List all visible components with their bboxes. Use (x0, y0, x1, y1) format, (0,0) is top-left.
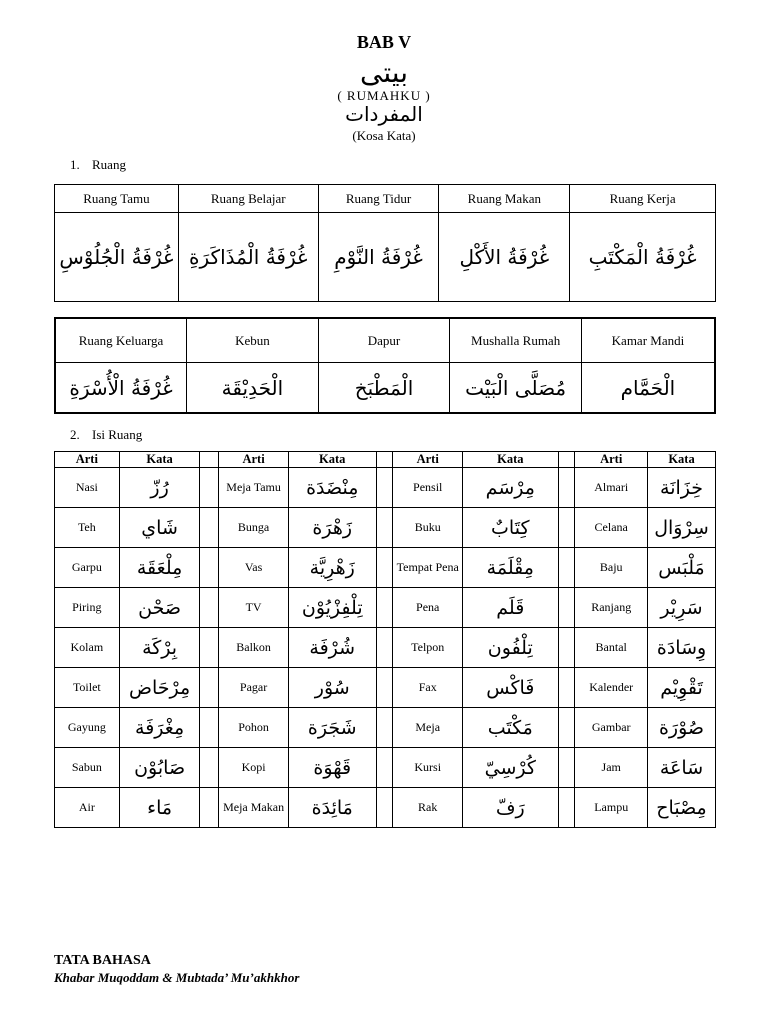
item-arti: Pohon (219, 708, 289, 748)
spacer-cell (558, 468, 575, 508)
item-arti: Kursi (393, 748, 463, 788)
item-kata: قَهْوَة (288, 748, 376, 788)
room-label: Ruang Makan (439, 185, 570, 213)
item-arti: Meja (393, 708, 463, 748)
spacer-cell (558, 628, 575, 668)
spacer-cell (558, 708, 575, 748)
item-kata: فَاكْس (463, 668, 559, 708)
spacer-cell (200, 588, 219, 628)
table-row (55, 748, 716, 788)
item-kata: قَلَم (463, 588, 559, 628)
item-kata: صَابُوْن (119, 748, 200, 788)
grammar-title: TATA BAHASA (54, 953, 151, 968)
spacer-cell (200, 708, 219, 748)
item-kata: مِرْسَم (463, 468, 559, 508)
room-arabic: مُصَلَّى الْبَيْت (450, 363, 582, 414)
item-arti: Meja Makan (219, 788, 289, 828)
item-kata: مِنْضَدَة (288, 468, 376, 508)
spacer-cell (376, 468, 393, 508)
table-row (55, 588, 716, 628)
spacer-cell (200, 788, 219, 828)
item-arti: Teh (55, 508, 120, 548)
item-arti: Air (55, 788, 120, 828)
spacer-cell (200, 668, 219, 708)
arti-header: Arti (393, 452, 463, 468)
room-arabic: غُرْفَةُ النَّوْمِ (318, 213, 439, 302)
spacer-cell (200, 748, 219, 788)
arti-header: Arti (575, 452, 648, 468)
item-arti: Kolam (55, 628, 120, 668)
spacer-cell (376, 588, 393, 628)
table-row (55, 468, 716, 508)
arabic-subtitle: المفردات (345, 102, 423, 126)
room-arabic: الْمَطْبَخ (318, 363, 450, 414)
spacer-cell (558, 588, 575, 628)
spacer-cell (558, 508, 575, 548)
section-items-heading (70, 427, 142, 443)
item-arti: TV (219, 588, 289, 628)
item-arti: Tempat Pena (393, 548, 463, 588)
item-kata: مَاء (119, 788, 200, 828)
item-arti: Pena (393, 588, 463, 628)
item-arti: Sabun (55, 748, 120, 788)
item-kata: صَحْن (119, 588, 200, 628)
item-arti: Garpu (55, 548, 120, 588)
chapter-title: BAB V (356, 32, 412, 52)
item-kata: مَكْتَب (463, 708, 559, 748)
item-kata: سُوْر (288, 668, 376, 708)
spacer-cell (376, 508, 393, 548)
item-arti: Buku (393, 508, 463, 548)
item-kata: سَرِيْر (648, 588, 716, 628)
section-label: Isi Ruang (92, 427, 143, 442)
item-kata: صُوْرَة (648, 708, 716, 748)
item-kata: كُرْسِيّ (463, 748, 559, 788)
item-arti: Lampu (575, 788, 648, 828)
spacer-cell (200, 548, 219, 588)
spacer-cell (376, 748, 393, 788)
item-kata: وِسَادَة (648, 628, 716, 668)
table-row (55, 708, 716, 748)
spacer-cell (376, 708, 393, 748)
item-kata: سِرْوَال (648, 508, 716, 548)
item-arti: Rak (393, 788, 463, 828)
spacer-cell (558, 668, 575, 708)
room-arabic: غُرْفَةُ الْجُلُوْسِ (55, 213, 179, 302)
spacer-cell (558, 788, 575, 828)
table-row (55, 668, 716, 708)
table-row (55, 508, 716, 548)
item-arti: Nasi (55, 468, 120, 508)
item-arti: Bantal (575, 628, 648, 668)
item-kata: رَفّ (463, 788, 559, 828)
section-number: 2. (70, 427, 80, 442)
room-label: Ruang Keluarga (55, 318, 187, 363)
spacer-cell (376, 548, 393, 588)
room-arabic: غُرْفَةُ الْمَكْتَبِ (570, 213, 716, 302)
table-row (55, 548, 716, 588)
spacer-cell (376, 628, 393, 668)
spacer-cell (558, 748, 575, 788)
item-arti: Bunga (219, 508, 289, 548)
grammar-subtitle: Khabar Muqoddam & Mubtada’ Mu’akhkhor (54, 970, 300, 985)
item-arti: Vas (219, 548, 289, 588)
spacer-cell (558, 452, 575, 468)
kata-header: Kata (288, 452, 376, 468)
item-kata: مِرْحَاض (119, 668, 200, 708)
room-label: Ruang Tidur (318, 185, 439, 213)
items-header-row (55, 452, 716, 468)
item-arti: Telpon (393, 628, 463, 668)
rooms-table-1 (54, 184, 716, 302)
arabic-title: بيتى (359, 56, 409, 89)
chapter-subtitle: ( RUMAHKU ) (337, 88, 431, 103)
room-arabic: غُرْفَةُ الْمُذَاكَرَةِ (178, 213, 318, 302)
item-kata: سَاعَة (648, 748, 716, 788)
item-arti: Baju (575, 548, 648, 588)
arti-header: Arti (219, 452, 289, 468)
vocab-subtitle: (Kosa Kata) (352, 128, 416, 143)
item-arti: Kalender (575, 668, 648, 708)
spacer-cell (200, 508, 219, 548)
item-arti: Pensil (393, 468, 463, 508)
item-kata: تَقْوِيْم (648, 668, 716, 708)
item-kata: مَلْبَس (648, 548, 716, 588)
item-kata: زَهْرَة (288, 508, 376, 548)
item-arti: Fax (393, 668, 463, 708)
item-arti: Celana (575, 508, 648, 548)
item-kata: تِلْفِزْيُوْن (288, 588, 376, 628)
item-arti: Pagar (219, 668, 289, 708)
spacer-cell (200, 452, 219, 468)
item-kata: خِزَانَة (648, 468, 716, 508)
spacer-cell (200, 468, 219, 508)
room-label: Dapur (318, 318, 450, 363)
spacer-cell (200, 628, 219, 668)
room-label: Kamar Mandi (581, 318, 715, 363)
kata-header: Kata (119, 452, 200, 468)
kata-header: Kata (463, 452, 559, 468)
item-arti: Toilet (55, 668, 120, 708)
table-row (55, 788, 716, 828)
item-kata: رُزّ (119, 468, 200, 508)
arti-header: Arti (55, 452, 120, 468)
items-table (54, 451, 716, 828)
room-label: Ruang Belajar (178, 185, 318, 213)
room-arabic: الْحَدِيْقَة (187, 363, 319, 414)
room-arabic: الْحَمَّام (581, 363, 715, 414)
item-arti: Jam (575, 748, 648, 788)
spacer-cell (558, 548, 575, 588)
item-kata: بِرْكَة (119, 628, 200, 668)
item-kata: شَاي (119, 508, 200, 548)
item-kata: مِغْرَفَة (119, 708, 200, 748)
item-kata: شُرْفَة (288, 628, 376, 668)
item-kata: مِصْبَاح (648, 788, 716, 828)
section-rooms-heading (70, 157, 126, 173)
item-arti: Meja Tamu (219, 468, 289, 508)
table-row (55, 628, 716, 668)
spacer-cell (376, 788, 393, 828)
kata-header: Kata (648, 452, 716, 468)
item-arti: Balkon (219, 628, 289, 668)
section-number: 1. (70, 157, 80, 172)
item-arti: Almari (575, 468, 648, 508)
room-label: Mushalla Rumah (450, 318, 582, 363)
spacer-cell (376, 452, 393, 468)
item-arti: Kopi (219, 748, 289, 788)
item-kata: مَائِدَة (288, 788, 376, 828)
item-kata: كِتَابٌ (463, 508, 559, 548)
item-arti: Gambar (575, 708, 648, 748)
room-arabic: غُرْفَةُ الْأُسْرَةِ (55, 363, 187, 414)
item-kata: مِقْلَمَة (463, 548, 559, 588)
item-arti: Piring (55, 588, 120, 628)
spacer-cell (376, 668, 393, 708)
item-kata: تِلْفُون (463, 628, 559, 668)
section-label: Ruang (92, 157, 126, 172)
room-label: Kebun (187, 318, 319, 363)
room-label: Ruang Kerja (570, 185, 716, 213)
room-label: Ruang Tamu (55, 185, 179, 213)
item-arti: Gayung (55, 708, 120, 748)
item-arti: Ranjang (575, 588, 648, 628)
item-kata: زَهْرِيَّة (288, 548, 376, 588)
item-kata: مِلْعَقَة (119, 548, 200, 588)
item-kata: شَجَرَة (288, 708, 376, 748)
rooms-table-2 (54, 317, 716, 414)
room-arabic: غُرْفَةُ الأَكْلِ (439, 213, 570, 302)
